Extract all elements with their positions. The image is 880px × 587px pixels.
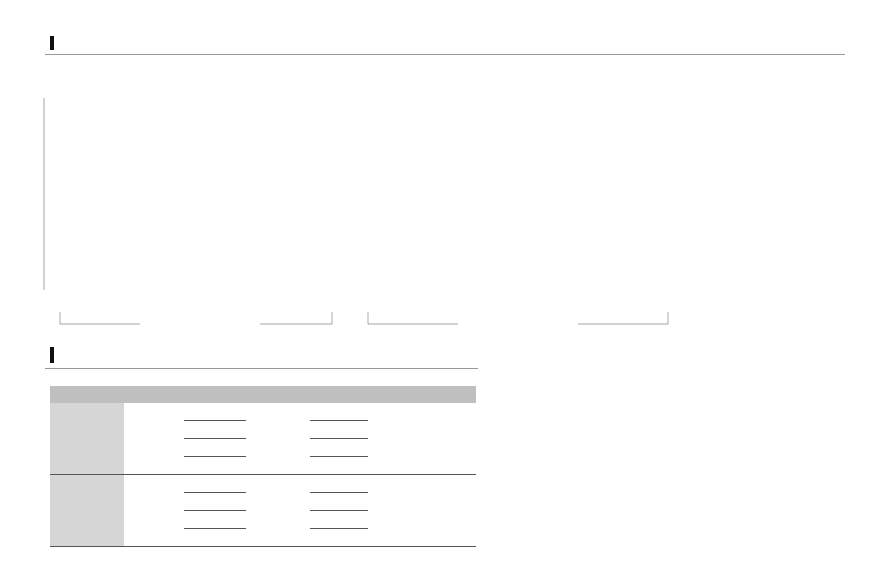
inner-height-cell xyxy=(310,529,368,547)
group-label-s xyxy=(60,312,332,330)
door-width-cell xyxy=(124,403,184,475)
door-height-cell xyxy=(184,493,246,511)
table-header xyxy=(184,386,246,403)
group-label-l xyxy=(368,312,668,330)
group-label-bg xyxy=(140,318,260,330)
inner-depth-cell xyxy=(368,475,476,547)
inner-height-cell xyxy=(310,421,368,439)
door-height-cell xyxy=(184,529,246,547)
inner-height-cell xyxy=(310,403,368,421)
door-height-cell xyxy=(184,403,246,421)
table-header xyxy=(310,386,368,403)
door-height-cell xyxy=(184,457,246,475)
table-header xyxy=(368,386,476,403)
door-height-cell xyxy=(184,511,246,529)
inner-width-cell xyxy=(246,475,310,547)
group-label-bg xyxy=(458,318,578,330)
table-header xyxy=(50,386,124,403)
inner-height-cell xyxy=(310,439,368,457)
table-row xyxy=(50,403,476,421)
table-header-row xyxy=(50,386,476,403)
inner-height-cell xyxy=(310,511,368,529)
model-cell xyxy=(50,475,124,547)
inner-width-cell xyxy=(246,403,310,475)
inner-depth-cell xyxy=(368,403,476,475)
inner-height-cell xyxy=(310,475,368,493)
door-height-cell xyxy=(184,421,246,439)
door-width-cell xyxy=(124,475,184,547)
table-row xyxy=(50,475,476,493)
inner-height-cell xyxy=(310,457,368,475)
door-height-cell xyxy=(184,439,246,457)
section-rule xyxy=(45,368,478,369)
table-header xyxy=(246,386,310,403)
box-internal-dimensions-table xyxy=(50,386,476,547)
table-header xyxy=(124,386,184,403)
section-title-box-internal xyxy=(50,347,60,364)
door-height-cell xyxy=(184,475,246,493)
model-cell xyxy=(50,403,124,475)
inner-height-cell xyxy=(310,493,368,511)
